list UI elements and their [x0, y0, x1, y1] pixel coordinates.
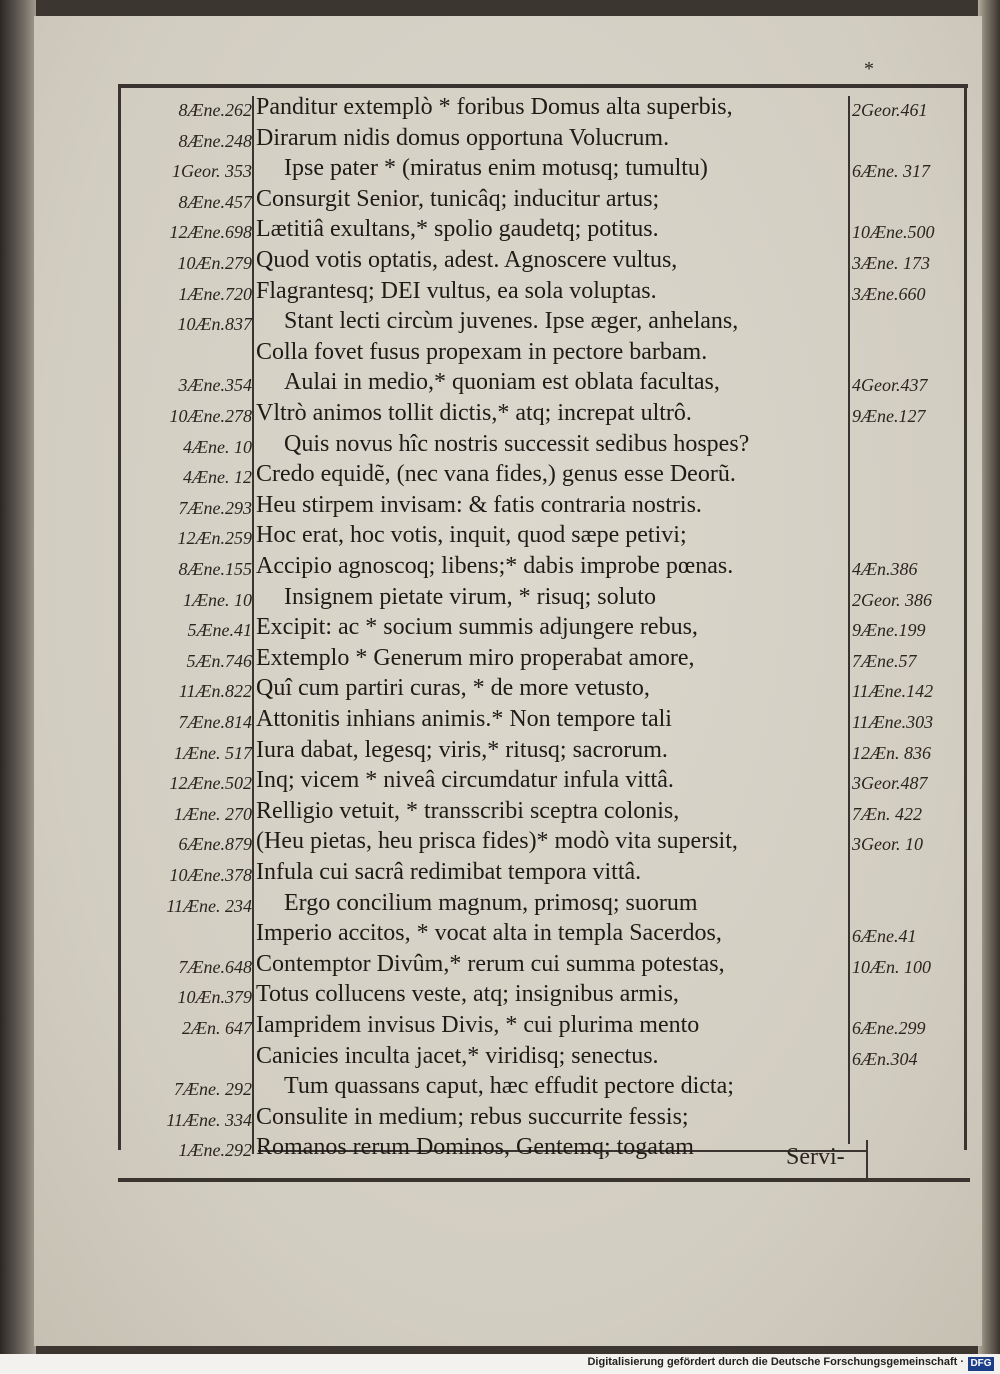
verse-row [0, 981, 1000, 1011]
left-margin-reference: 2Æn. 647 [181, 1018, 252, 1038]
verse-row [0, 767, 1000, 797]
verse-text: Attonitis inhians animis.* Non tempore tali [256, 706, 672, 732]
verse-row [0, 492, 1000, 522]
verse-text: Excipit: ac * socium summis adjungere rebus, [256, 614, 698, 641]
frame-rule-bottom [118, 1178, 970, 1182]
left-margin-reference: 8Æne.262 [178, 100, 252, 120]
page-mark: * [864, 58, 874, 80]
verse-text: Quis novus hîc nostris successit sedibus hospes? [284, 430, 750, 457]
verse-row [0, 522, 1000, 552]
verse-row [0, 951, 1000, 981]
right-margin-reference: 10Æn. 100 [852, 956, 932, 977]
verse-text: Insignem pietate virum, * risuq; soluto [284, 583, 656, 610]
verse-text: Vltrò animos tollit dictis,* atq; increpat ultrô. [256, 400, 692, 426]
verse-text: Panditur extemplò * foribus Domus alta superbis, [256, 94, 733, 120]
right-margin-reference: 11Æne.142 [852, 681, 934, 702]
left-margin-reference: 3Æne.354 [178, 375, 252, 396]
left-margin-reference: 1Æne.292 [178, 1140, 252, 1161]
verse-text: Hoc erat, hoc votis, inquit, quod sæpe petivi; [256, 522, 687, 549]
verse-text: Iampridem invisus Divis, * cui plurima mento [256, 1012, 700, 1038]
verse-text: Romanos rerum Dominos, Gentemq; togatam [256, 1134, 694, 1161]
catchword: Servi- [786, 1144, 845, 1170]
verse-row [0, 614, 1000, 644]
right-margin-reference: 3Æne. 173 [852, 253, 930, 273]
verse-row [0, 339, 1000, 369]
left-margin-reference: 12Æne.502 [169, 773, 252, 794]
verse-row [0, 798, 1000, 828]
verse-row [0, 737, 1000, 767]
digitization-footer [0, 1354, 1000, 1374]
right-margin-reference: 7Æn. 422 [852, 803, 923, 824]
right-margin-reference: 6Æn.304 [852, 1048, 918, 1069]
left-margin-reference: 8Æne.457 [178, 191, 252, 212]
verse-row [0, 645, 1000, 675]
verse-text: Colla fovet fusus propexam in pectore barbam. [256, 338, 708, 365]
left-margin-reference: 11Æne. 234 [166, 895, 252, 916]
verse-row [0, 828, 1000, 858]
right-margin-reference: 7Æne.57 [852, 650, 917, 671]
verse-row [0, 400, 1000, 430]
left-margin-reference: 12Æne.698 [169, 222, 252, 243]
left-margin-reference: 11Æne. 334 [166, 1109, 252, 1130]
left-margin-reference: 7Æne.648 [178, 956, 252, 977]
left-margin-reference: 10Æn.279 [177, 253, 252, 273]
verse-text: Ergo concilium magnum, primosq; suorum [284, 889, 698, 916]
left-margin-reference: 1Æne.720 [178, 283, 252, 304]
right-margin-reference: 6Æne. 317 [852, 161, 930, 182]
verse-row [0, 706, 1000, 736]
right-margin-reference: 9Æne.127 [852, 406, 926, 426]
verse-row [0, 675, 1000, 705]
verse-text: Quod votis optatis, adest. Agnoscere vultus, [256, 247, 678, 273]
left-margin-reference: 4Æne. 12 [183, 467, 252, 488]
verse-row [0, 859, 1000, 889]
left-margin-reference: 6Æne.879 [178, 834, 252, 855]
verse-row [0, 584, 1000, 614]
right-margin-reference: 6Æne.299 [852, 1018, 926, 1038]
verse-text: Flagrantesq; DEI vultus, ea sola voluptas. [256, 277, 657, 304]
verse-row [0, 186, 1000, 216]
verse-text: Infula cui sacrâ redimibat tempora vittâ. [256, 859, 642, 885]
verse-text: Relligio vetuit, * transscribi sceptra colonis, [256, 797, 680, 824]
verse-text: Accipio agnoscoq; libens;* dabis improbe pœnas. [256, 553, 734, 579]
left-margin-reference: 10Æne.378 [169, 865, 252, 885]
right-margin-reference: 12Æn. 836 [852, 742, 932, 763]
verse-text: Ipse pater * (miratus enim motusq; tumultu) [284, 155, 708, 182]
verse-row [0, 155, 1000, 185]
right-margin-reference: 9Æne.199 [852, 620, 926, 641]
verse-row [0, 431, 1000, 461]
verse-row [0, 920, 1000, 950]
left-margin-reference: 1Æne. 517 [174, 742, 252, 763]
verse-row [0, 553, 1000, 583]
left-margin-reference: 5Æn.746 [186, 650, 252, 671]
left-margin-reference: 12Æn.259 [177, 528, 252, 549]
left-margin-reference: 7Æne. 292 [174, 1079, 252, 1100]
verse-text: Stant lecti circùm juvenes. Ipse æger, anhelans, [284, 308, 739, 335]
right-margin-reference: 11Æne.303 [852, 712, 934, 732]
verse-text: Canicies inculta jacet,* viridisq; senectus. [256, 1042, 659, 1069]
verse-row [0, 369, 1000, 399]
left-margin-reference: 10Æne.278 [169, 406, 252, 426]
left-margin-reference: 8Æne.248 [178, 130, 252, 151]
verse-row [0, 1134, 1000, 1164]
verse-text: Totus collucens veste, atq; insignibus armis, [256, 981, 679, 1008]
right-margin-reference: 3Geor.487 [852, 773, 928, 794]
verse-text: Imperio accitos, * vocat alta in templa Sacerdos, [256, 920, 722, 947]
verse-text: Heu stirpem invisam: & fatis contraria nostris. [256, 491, 702, 518]
right-margin-reference: 3Æne.660 [852, 283, 926, 304]
right-margin-reference: 6Æne.41 [852, 926, 917, 947]
right-margin-reference: 2Geor.461 [852, 100, 928, 120]
footer-credit: Digitalisierung gefördert durch die Deutsche Forschungsgemeinschaft · [587, 1356, 964, 1368]
right-margin-reference: 10Æne.500 [852, 222, 935, 243]
right-margin-reference: 4Geor.437 [852, 375, 928, 396]
left-margin-reference: 4Æne. 10 [183, 436, 252, 457]
verse-row [0, 1012, 1000, 1042]
right-margin-reference: 2Geor. 386 [852, 589, 932, 610]
verse-row [0, 1043, 1000, 1073]
left-margin-reference: 1Æne. 10 [183, 589, 252, 610]
verse-row [0, 461, 1000, 491]
left-margin-reference: 7Æne.293 [178, 497, 252, 518]
verse-text: Consulite in medium; rebus succurrite fessis; [256, 1103, 689, 1130]
verse-text: Inq; vicem * niveâ circumdatur infula vittâ. [256, 767, 674, 794]
verse-row [0, 1073, 1000, 1103]
dfg-logo: DFG [968, 1357, 994, 1371]
verse-row [0, 890, 1000, 920]
left-margin-reference: 8Æne.155 [178, 559, 252, 579]
verse-row [0, 247, 1000, 277]
verse-text: Contemptor Divûm,* rerum cui summa potestas, [256, 950, 725, 977]
verse-text: Consurgit Senior, tunicâq; inducitur artus; [256, 185, 660, 212]
verse-text: (Heu pietas, heu prisca fides)* modò vita supersit, [256, 828, 738, 855]
left-margin-reference: 5Æne.41 [187, 620, 252, 641]
verse-text: Credo equidẽ, (nec vana fides,) genus esse Deorũ. [256, 461, 736, 488]
verse-text: Quî cum partiri curas, * de more vetusto, [256, 675, 650, 702]
verse-text: Lætitiâ exultans,* spolio gaudetq; potitus. [256, 216, 659, 243]
left-margin-reference: 1Geor. 353 [172, 161, 252, 182]
right-margin-reference: 3Geor. 10 [852, 834, 923, 855]
right-margin-reference: 4Æn.386 [852, 559, 918, 579]
left-margin-reference: 11Æn.822 [178, 681, 252, 702]
verse-text: Tum quassans caput, hæc effudit pectore dicta; [284, 1073, 734, 1100]
left-margin-reference: 1Æne. 270 [174, 803, 252, 824]
verse-row [0, 216, 1000, 246]
left-margin-reference: 7Æne.814 [178, 712, 252, 732]
verse-row [0, 94, 1000, 124]
verse-text: Dirarum nidis domus opportuna Volucrum. [256, 124, 670, 151]
left-margin-reference: 10Æn.837 [177, 314, 252, 335]
verse-row [0, 308, 1000, 338]
verse-text: Iura dabat, legesq; viris,* ritusq; sacrorum. [256, 736, 668, 763]
verse-text: Extemplo * Generum miro properabat amore, [256, 644, 695, 671]
verse-row [0, 125, 1000, 155]
verse-row [0, 1104, 1000, 1134]
verse-text: Aulai in medio,* quoniam est oblata facultas, [284, 369, 720, 396]
left-margin-reference: 10Æn.379 [177, 987, 252, 1008]
verse-row [0, 278, 1000, 308]
frame-rule-top [118, 84, 968, 88]
